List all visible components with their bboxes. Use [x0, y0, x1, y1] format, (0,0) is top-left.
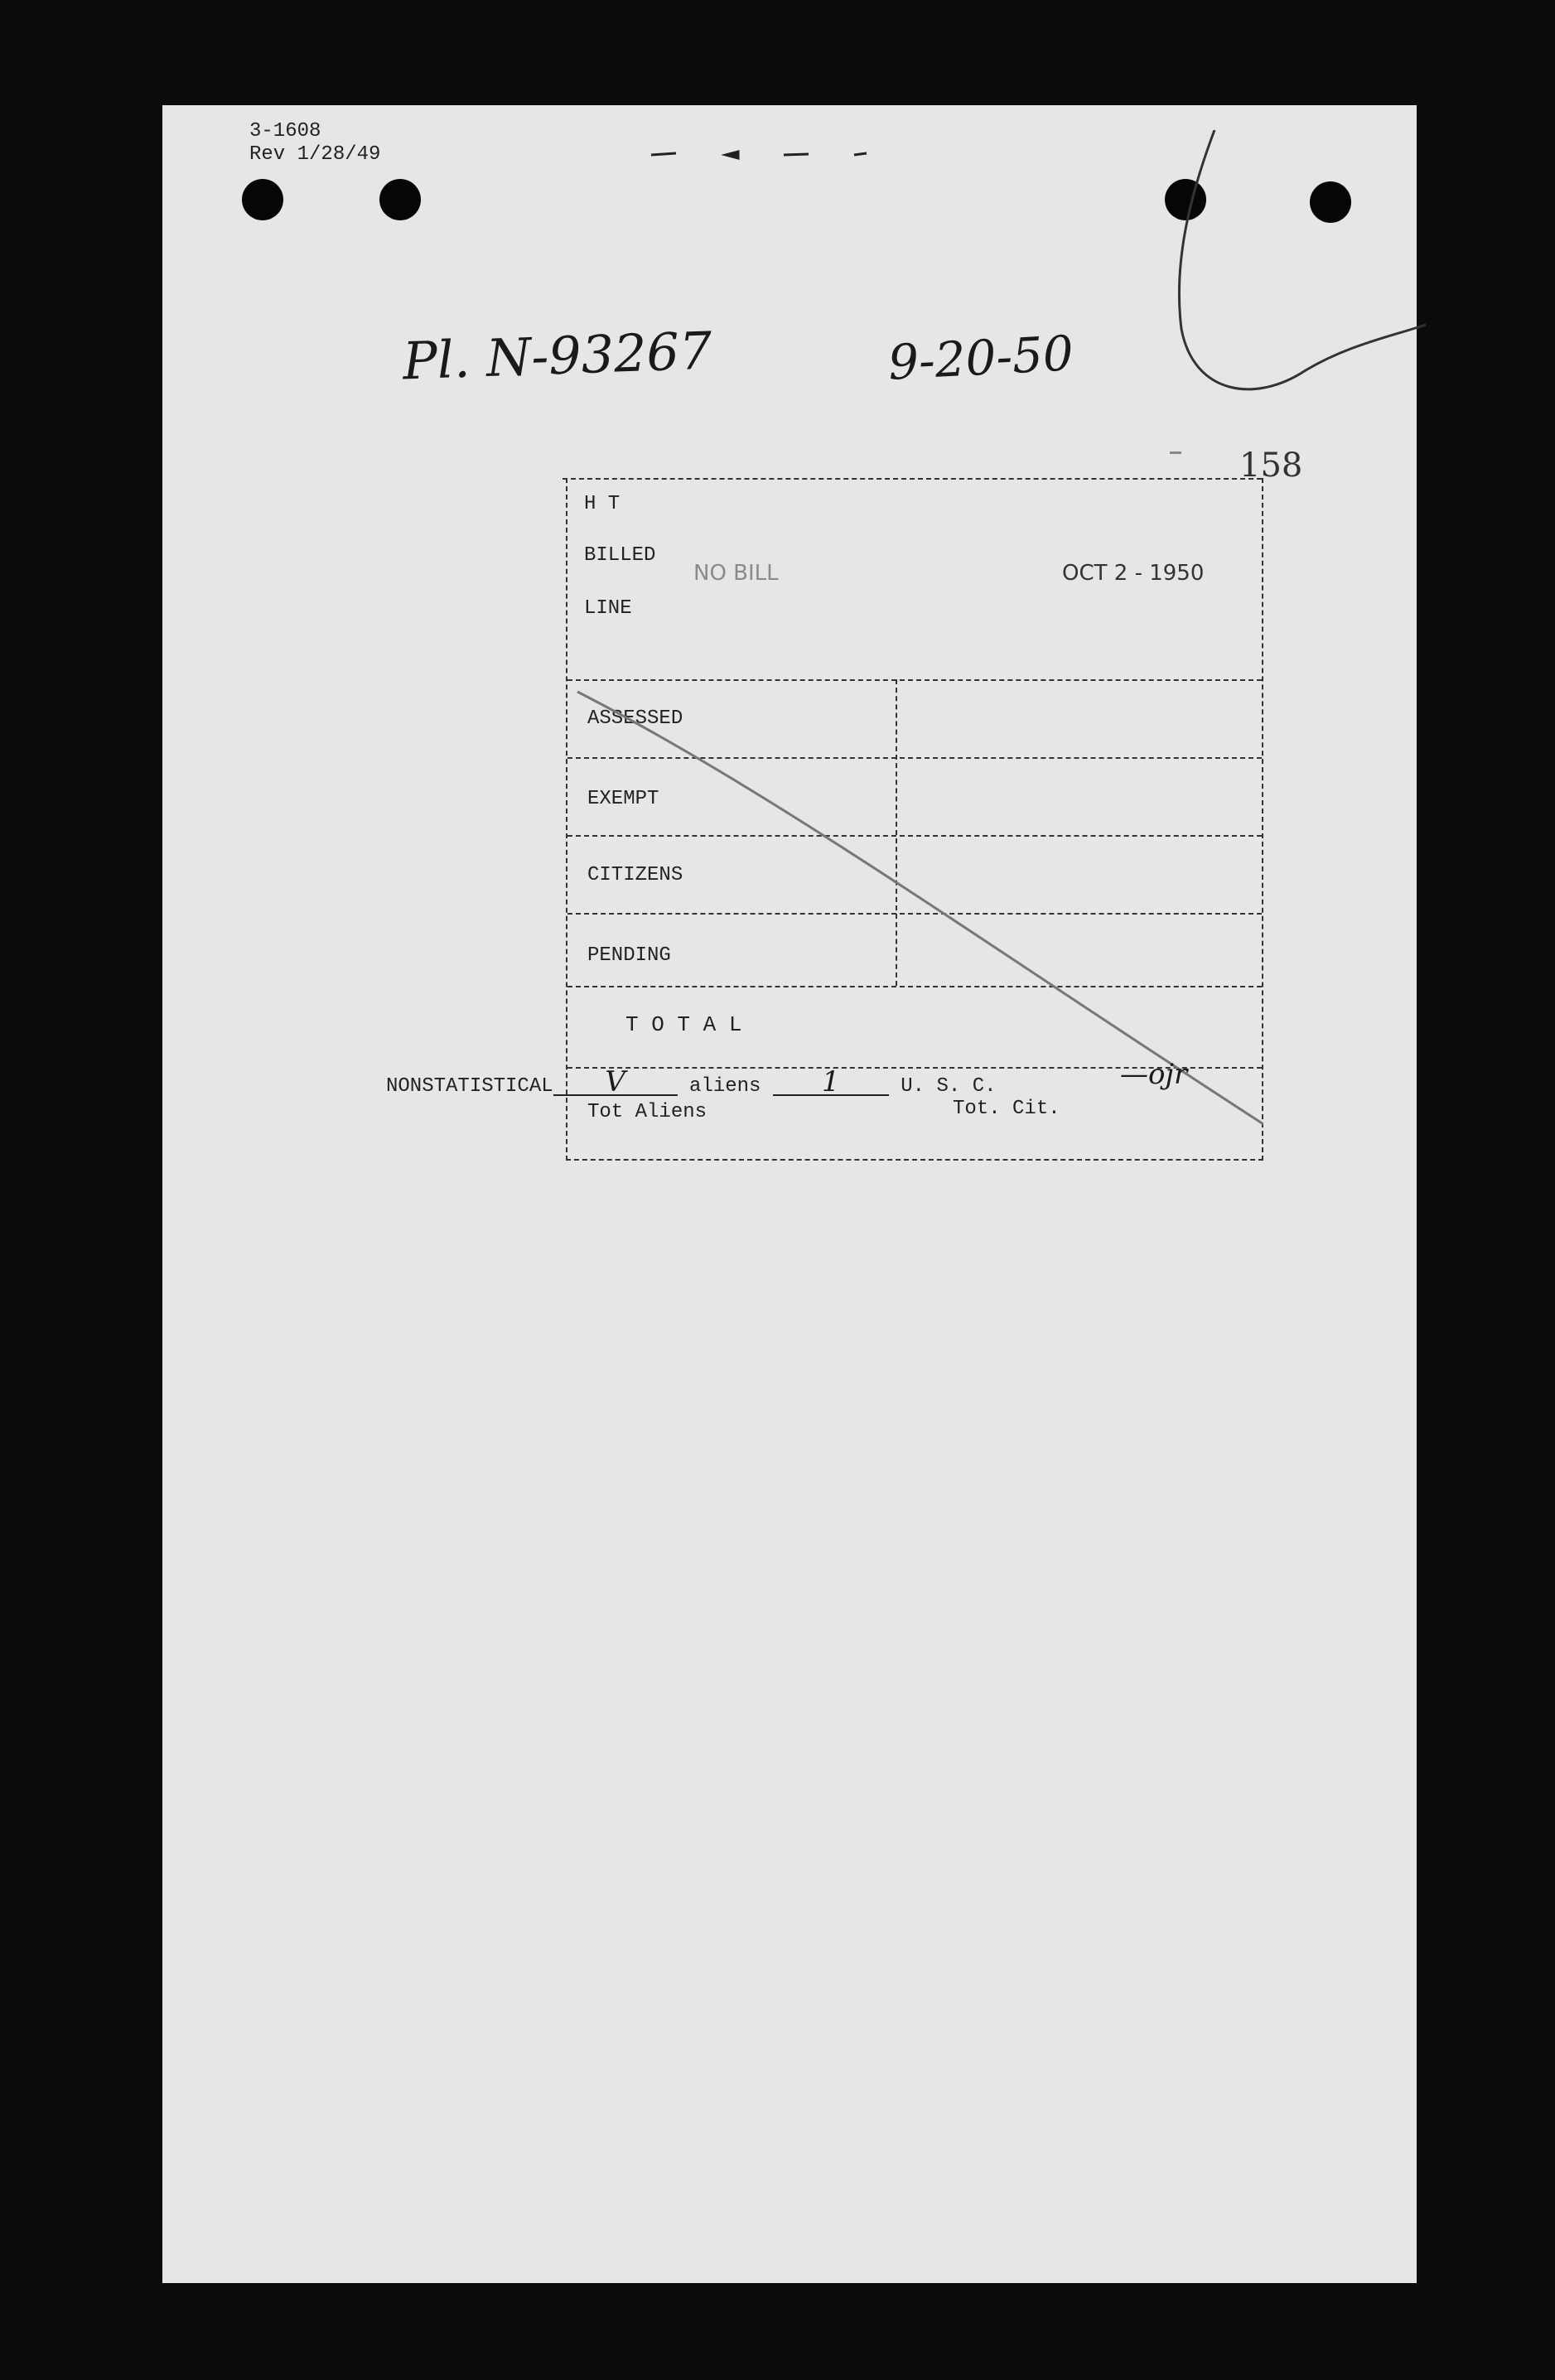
citizens-label: CITIZENS: [587, 864, 683, 886]
line-label: LINE: [584, 597, 632, 620]
dash-mark: [1170, 451, 1181, 454]
no-bill-stamp: NO BILL: [693, 561, 779, 586]
document-page: [162, 105, 1417, 2283]
nonstatistical-label: NONSTATISTICAL: [386, 1075, 553, 1098]
page-number: 158: [1239, 447, 1303, 485]
aliens-label: aliens: [689, 1075, 761, 1098]
pending-label: PENDING: [587, 944, 671, 967]
ht-label: H T: [584, 493, 621, 515]
billed-label: BILLED: [584, 544, 656, 567]
date-stamp: OCT 2 - 1950: [1062, 561, 1205, 586]
total-label: T O T A L: [625, 1012, 742, 1037]
aliens-value: 1: [773, 1069, 889, 1096]
nonstatistical-value: V: [553, 1069, 678, 1096]
pen-stroke: [1099, 130, 1430, 478]
assessed-label: ASSESSED: [587, 707, 683, 730]
case-number: Pl. N-93267: [401, 320, 713, 392]
form-revision-text: Rev 1/28/49: [249, 143, 381, 166]
top-marks: [643, 140, 891, 165]
usc-label: U. S. C.: [901, 1075, 997, 1098]
form-number: [249, 120, 380, 167]
tot-cit-label: Tot. Cit.: [953, 1098, 1060, 1120]
initials: —ojr: [1120, 1058, 1188, 1091]
nonstatistical-row: [386, 1065, 997, 1098]
punch-hole: [242, 179, 283, 220]
tot-aliens-label: Tot Aliens: [587, 1101, 707, 1123]
exempt-label: EXEMPT: [587, 788, 659, 810]
form-number-text: 3-1608: [249, 120, 321, 142]
punch-hole: [379, 179, 421, 220]
handwritten-date: 9-20-50: [886, 325, 1075, 391]
